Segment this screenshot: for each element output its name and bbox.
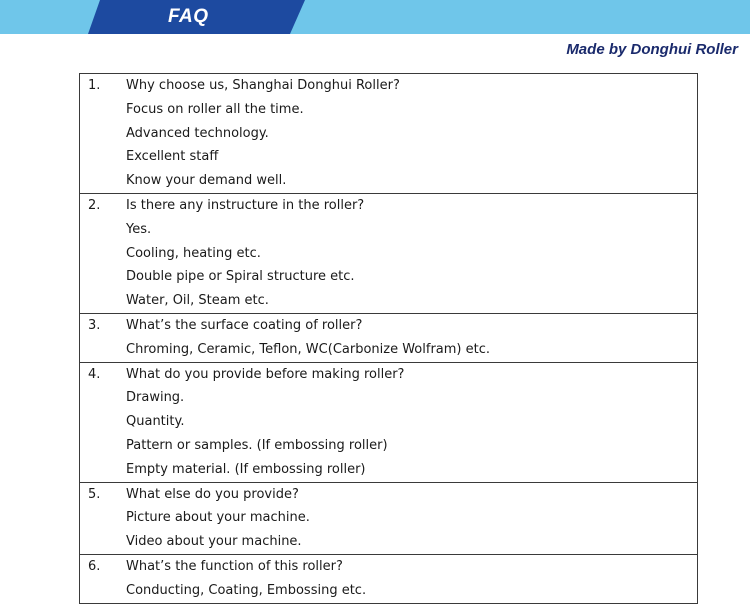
faq-row <box>80 482 698 554</box>
brand-subtitle: Made by Donghui Roller <box>566 41 738 58</box>
page-title: FAQ <box>168 6 209 27</box>
answer-line: Cooling, heating etc. <box>126 245 261 261</box>
answer-line: Empty material. (If embossing roller) <box>126 461 366 477</box>
answer-line: Double pipe or Spiral structure etc. <box>126 269 355 285</box>
question-number: 1. <box>88 78 101 93</box>
answer-line: Drawing. <box>126 390 185 406</box>
faq-table <box>79 73 698 604</box>
question-text: What’s the surface coating of roller? <box>126 317 363 333</box>
faq-row <box>80 193 698 313</box>
question-number: 6. <box>88 558 101 574</box>
answer-line: Chroming, Ceramic, Teflon, WC(Carbonize Wolfram) etc. <box>126 341 490 357</box>
answer-line: Video about your machine. <box>126 534 302 550</box>
question-text: What else do you provide? <box>126 486 299 502</box>
answer-line: Picture about your machine. <box>126 510 310 526</box>
answer-line: Know your demand well. <box>126 173 287 189</box>
banner-graphic <box>0 0 750 34</box>
answer-line: Quantity. <box>126 414 185 430</box>
answer-line: Yes. <box>126 221 152 237</box>
question-number: 5. <box>88 486 101 502</box>
question-text: What’s the function of this roller? <box>126 558 343 574</box>
answer-line: Conducting, Coating, Embossing etc. <box>126 582 367 598</box>
faq-row <box>80 313 698 362</box>
question-text: Why choose us, Shanghai Donghui Roller? <box>126 78 400 93</box>
answer-line: Focus on roller all the time. <box>126 101 304 117</box>
answer-line: Excellent staff <box>126 149 219 165</box>
question-text: What do you provide before making roller? <box>126 366 405 382</box>
question-number: 4. <box>88 366 101 382</box>
question-text: Is there any instructure in the roller? <box>126 197 365 213</box>
faq-row <box>80 554 698 603</box>
question-number: 3. <box>88 317 101 333</box>
header-banner <box>0 0 750 34</box>
answer-line: Advanced technology. <box>126 125 269 141</box>
faq-row <box>80 74 698 194</box>
question-number: 2. <box>88 197 101 213</box>
faq-row <box>80 362 698 482</box>
answer-line: Water, Oil, Steam etc. <box>126 293 269 309</box>
answer-line: Pattern or samples. (If embossing roller) <box>126 437 388 453</box>
